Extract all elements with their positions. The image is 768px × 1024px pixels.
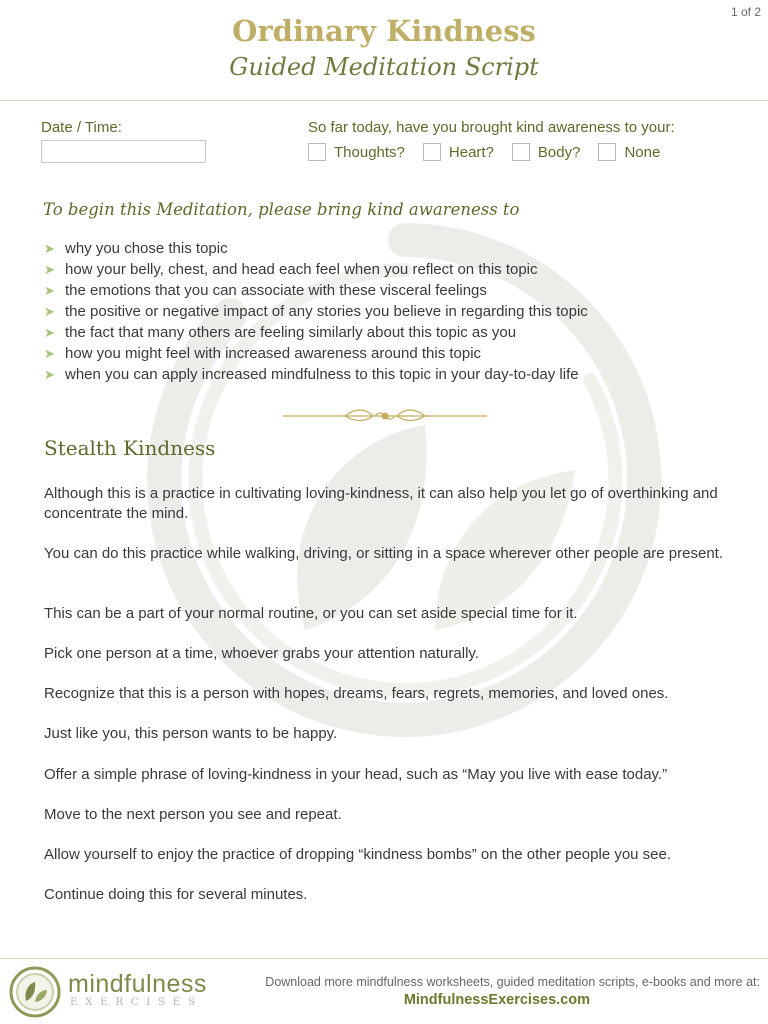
bullet-text: how you might feel with increased awareness around this topic <box>65 345 482 362</box>
arrow-bullet-icon: ➤ <box>44 324 55 340</box>
paragraph: You can do this practice while walking, driving, or sitting in a space wherever other people are present. <box>44 545 723 562</box>
paragraph: This can be a part of your normal routine, or you can set aside special time for it. <box>44 605 578 622</box>
header-divider <box>0 100 768 101</box>
list-item <box>44 238 588 259</box>
list-item <box>44 280 588 301</box>
checkbox-body[interactable] <box>512 143 581 161</box>
section-heading: Stealth Kindness <box>44 436 216 460</box>
bullet-text: how your belly, chest, and head each feel when you reflect on this topic <box>65 261 538 278</box>
checkbox-none[interactable] <box>598 143 660 161</box>
logo-subtitle: EXERCISES <box>70 996 203 1008</box>
paragraph: Continue doing this for several minutes. <box>44 886 308 903</box>
footer-site-link[interactable]: MindfulnessExercises.com <box>403 992 590 1008</box>
arrow-bullet-icon: ➤ <box>44 345 55 361</box>
list-item <box>44 301 588 322</box>
checkbox-heart[interactable] <box>423 143 494 161</box>
paragraph: Move to the next person you see and repeat. <box>44 806 342 823</box>
bullet-text: the emotions that you can associate with these visceral feelings <box>65 282 487 299</box>
checkbox-box[interactable] <box>512 143 530 161</box>
checkbox-box[interactable] <box>423 143 441 161</box>
list-item <box>44 343 588 364</box>
list-item <box>44 364 588 385</box>
checkbox-box[interactable] <box>308 143 326 161</box>
paragraph: Allow yourself to enjoy the practice of dropping “kindness bombs” on the other people you see. <box>44 846 672 863</box>
date-time-label: Date / Time: <box>41 119 122 136</box>
checkbox-thoughts[interactable] <box>308 143 405 161</box>
ornamental-divider-icon <box>283 406 487 426</box>
page-title: Ordinary Kindness <box>232 14 536 48</box>
paragraph: Just like you, this person wants to be happy. <box>44 725 338 742</box>
arrow-bullet-icon: ➤ <box>44 261 55 277</box>
paragraph: Recognize that this is a person with hopes, dreams, fears, regrets, memories, and loved ones. <box>44 685 669 702</box>
footer-divider <box>0 958 768 959</box>
arrow-bullet-icon: ➤ <box>44 282 55 298</box>
checkbox-box[interactable] <box>598 143 616 161</box>
mindfulness-logo-icon[interactable] <box>8 965 62 1019</box>
checkbox-label: Heart? <box>448 143 494 161</box>
awareness-question: So far today, have you brought kind awareness to your: <box>308 119 675 136</box>
list-item <box>44 322 588 343</box>
bullet-text: the fact that many others are feeling similarly about this topic as you <box>65 324 517 341</box>
paragraph: Pick one person at a time, whoever grabs your attention naturally. <box>44 645 479 662</box>
bullet-text: when you can apply increased mindfulness to this topic in your day-to-day life <box>65 366 579 383</box>
list-item <box>44 259 588 280</box>
footer-note: Download more mindfulness worksheets, guided meditation scripts, e-books and more at: <box>265 975 760 989</box>
intro-heading: To begin this Meditation, please bring kind awareness to <box>43 200 520 219</box>
bullet-text: why you chose this topic <box>65 240 228 257</box>
intro-bullet-list <box>44 238 588 385</box>
checkbox-label: Body? <box>537 143 581 161</box>
date-time-field[interactable] <box>41 140 206 163</box>
checkbox-label: None <box>624 143 661 161</box>
paragraph: Offer a simple phrase of loving-kindness in your head, such as “May you live with ease today.” <box>44 766 668 783</box>
arrow-bullet-icon: ➤ <box>44 240 55 256</box>
paragraph: Although this is a practice in cultivating loving-kindness, it can also help you let go of overthinking and concentrate the mind. <box>44 485 718 522</box>
arrow-bullet-icon: ➤ <box>44 303 55 319</box>
page-number: 1 of 2 <box>730 5 761 19</box>
checkbox-label: Thoughts? <box>334 143 405 161</box>
arrow-bullet-icon: ➤ <box>44 366 55 382</box>
page-subtitle: Guided Meditation Script <box>229 53 539 81</box>
bullet-text: the positive or negative impact of any stories you believe in regarding this topic <box>65 303 588 320</box>
awareness-checkboxes <box>308 143 678 161</box>
logo-wordmark: mindfulness <box>68 970 207 998</box>
